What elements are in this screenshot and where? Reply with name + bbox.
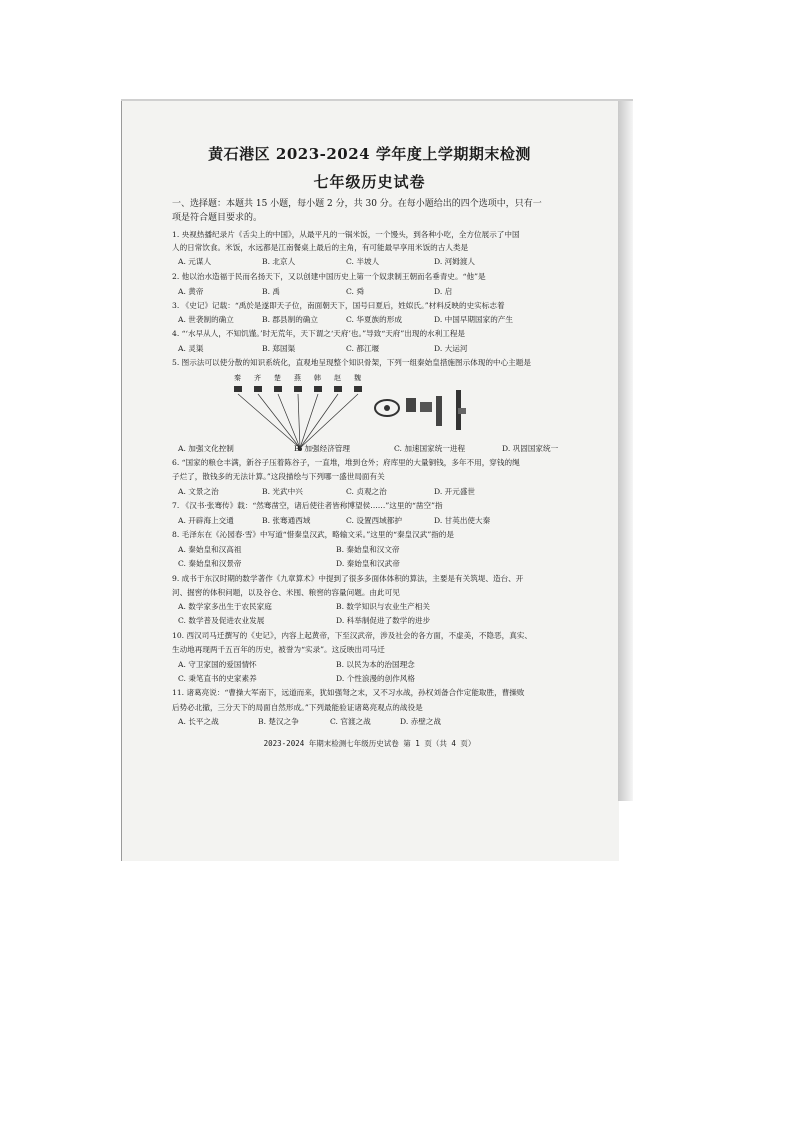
- coin-glyph-3: [274, 386, 282, 392]
- q11-option-a: A. 长平之战: [178, 717, 219, 726]
- q4-option-a: A. 灵渠: [178, 344, 204, 353]
- q11-option-b: B. 楚汉之争: [258, 717, 299, 726]
- coin-glyph-5: [314, 386, 322, 392]
- q3-option-a: A. 世袭制的确立: [178, 315, 234, 324]
- q7-option-c: C. 设置西域都护: [346, 516, 402, 525]
- q8-option-c: C. 秦始皇和汉景帝: [178, 559, 242, 568]
- q9-stem-2: 河、掘窖的体积问题，以及谷仓、米囤、粮窖的容量问题。由此可见: [172, 588, 400, 597]
- q5-option-c: C. 加速国家统一进程: [394, 444, 466, 453]
- q7-option-b: B. 张骞通西域: [262, 516, 311, 525]
- scan-edge-right: [618, 101, 633, 801]
- q11-stem-2: 后势必北撤，三分天下的局面自然形成。”下列最能验证诸葛亮观点的战役是: [172, 703, 423, 712]
- q4-stem-1: 4. “‘水早从人，不知饥馑。’时无荒年，天下谓之‘天府’也。”导致“天府”出现的水利工程是: [172, 329, 466, 338]
- q9-option-b: B. 数学知识与农业生产相关: [336, 602, 430, 611]
- q7-option-a: A. 开辟海上交通: [178, 516, 234, 525]
- q7-stem-1: 7. 《汉书·张骞传》载：“然骞凿空，诸后使往者皆称博望侯……”这里的“凿空”指: [172, 501, 443, 510]
- q3-option-d: D. 中国早期国家的产生: [434, 315, 513, 324]
- q4-option-d: D. 大运河: [434, 344, 468, 353]
- q10-option-c: C. 秉笔直书的史家素养: [178, 674, 257, 683]
- q1-stem-1: 1. 央视热播纪录片《舌尖上的中国》，从最平凡的一锅米饭，一个馒头，到各种小吃，全方位展示了中国: [172, 230, 520, 239]
- q5-option-b: B. 加强经济管理: [294, 444, 350, 453]
- q3-stem-1: 3. 《史记》记载：“禹於是遂即天子位，南面朝天下，国号曰夏后，姓姒氏。”材料反映的史实标志着: [172, 301, 505, 310]
- q1-option-a: A. 元谋人: [178, 257, 212, 266]
- state-label-chu: 楚: [274, 374, 281, 382]
- instructions-line-1: 一、选择题：本题共 15 小题，每小题 2 分，共 30 分。在每小题给出的四个选项中，只有一: [172, 199, 542, 209]
- q2-option-a: A. 黄帝: [178, 287, 204, 296]
- q1-option-d: D. 河姆渡人: [434, 257, 476, 266]
- q3-option-c: C. 华夏族的形成: [346, 315, 402, 324]
- state-label-qi: 齐: [254, 374, 261, 382]
- state-label-wei: 魏: [354, 374, 361, 382]
- q4-option-b: B. 郑国渠: [262, 344, 296, 353]
- q6-option-d: D. 开元盛世: [434, 487, 476, 496]
- q11-option-d: D. 赤壁之战: [400, 717, 442, 726]
- exam-title: 黄石港区 2023-2024 学年度上学期期末检测: [208, 145, 531, 163]
- q8-option-b: B. 秦始皇和汉文帝: [336, 545, 400, 554]
- state-label-han: 韩: [314, 374, 321, 382]
- q7-option-d: D. 甘英出使大秦: [434, 516, 491, 525]
- q6-option-b: B. 光武中兴: [262, 487, 303, 496]
- q10-stem-1: 10. 西汉司马迁撰写的《史记》，内容上起黄帝，下至汉武帝，涉及社会的各方面，不虚美，不隐恶，真实、: [172, 631, 532, 640]
- state-label-yan: 燕: [294, 374, 301, 382]
- q9-option-a: A. 数学家多出生于农民家庭: [178, 602, 272, 611]
- coin-glyph-6: [334, 386, 342, 392]
- q6-option-c: C. 贞观之治: [346, 487, 387, 496]
- q2-option-c: C. 舜: [346, 287, 364, 296]
- q5-stem-1: 5. 图示法可以使分散的知识系统化，直观地呈现整个知识骨架，下列一组秦始皇措施图示体现的中心主题是: [172, 358, 531, 367]
- q11-option-c: C. 官渡之战: [330, 717, 371, 726]
- q1-option-b: B. 北京人: [262, 257, 296, 266]
- q8-option-d: D. 秦始皇和汉武帝: [336, 559, 400, 568]
- coin-glyph-7: [354, 386, 362, 392]
- q8-stem-1: 8. 毛泽东在《沁园春·雪》中写道“惜秦皇汉武，略输文采。”这里的“秦皇汉武”指的是: [172, 530, 454, 539]
- q5-option-a: A. 加强文化控制: [178, 444, 234, 453]
- q10-option-b: B. 以民为本的治国理念: [336, 660, 415, 669]
- q6-stem-2: 子烂了，散钱多的无法计算。”这段描绘与下列哪一盛世局面有关: [172, 472, 385, 481]
- state-label-zhao: 赵: [334, 374, 341, 382]
- q5-weights-diagram: [372, 388, 472, 438]
- state-label-qin: 秦: [234, 374, 241, 382]
- q10-stem-2: 生动地再现两千五百年的历史，被誉为“实录”。这反映出司马迁: [172, 645, 385, 654]
- q9-option-d: D. 科举制促进了数学的进步: [336, 616, 431, 625]
- coin-glyph-4: [294, 386, 302, 392]
- q2-option-d: D. 启: [434, 287, 453, 296]
- page-footer: 2023-2024 年期末检测七年级历史试卷 第 1 页（共 4 页）: [263, 739, 476, 748]
- q10-option-d: D. 个性浪漫的创作风格: [336, 674, 415, 683]
- q9-option-c: C. 数学普及促进农业发展: [178, 616, 265, 625]
- q8-option-a: A. 秦始皇和汉高祖: [178, 545, 242, 554]
- q5-option-d: D. 巩固国家统一: [502, 444, 559, 453]
- q1-stem-2: 人的日常饮食。米饭，水远都是江南餐桌上最后的主角，有可能最早享用米饭的古人类是: [172, 243, 469, 252]
- q2-stem-1: 2. 他以治水造福于民而名扬天下，又以创建中国历史上第一个奴隶制王朝而名垂青史。“他”是: [172, 272, 486, 281]
- coin-glyph-2: [254, 386, 262, 392]
- instructions-line-2: 项是符合题目要求的。: [172, 213, 263, 223]
- q2-option-b: B. 禹: [262, 287, 281, 296]
- exam-subtitle: 七年级历史试卷: [313, 173, 426, 191]
- q5-fan-diagram: [228, 372, 378, 452]
- q3-option-b: B. 郡县制的确立: [262, 315, 318, 324]
- coin-glyph-1: [234, 386, 242, 392]
- q1-option-c: C. 半坡人: [346, 257, 380, 266]
- q10-option-a: A. 守卫家国的爱国情怀: [178, 660, 257, 669]
- q9-stem-1: 9. 成书于东汉时期的数学著作《九章算术》中提到了很多多面体体积的算法，主要是有关筑堤、造台、开: [172, 574, 524, 583]
- q6-option-a: A. 文景之治: [178, 487, 219, 496]
- q11-stem-1: 11. 诸葛亮说：“曹操大军南下，远道而来，犹如强弩之末，又不习水战，孙权刘备合作定能取胜，曹操败: [172, 688, 525, 697]
- q6-stem-1: 6. “国家的粮仓丰满，新谷子压着陈谷子，一直堆，堆到仓外；府库里的大量铜钱，多年不用，穿钱的绳: [172, 458, 520, 467]
- q4-option-c: C. 都江堰: [346, 344, 380, 353]
